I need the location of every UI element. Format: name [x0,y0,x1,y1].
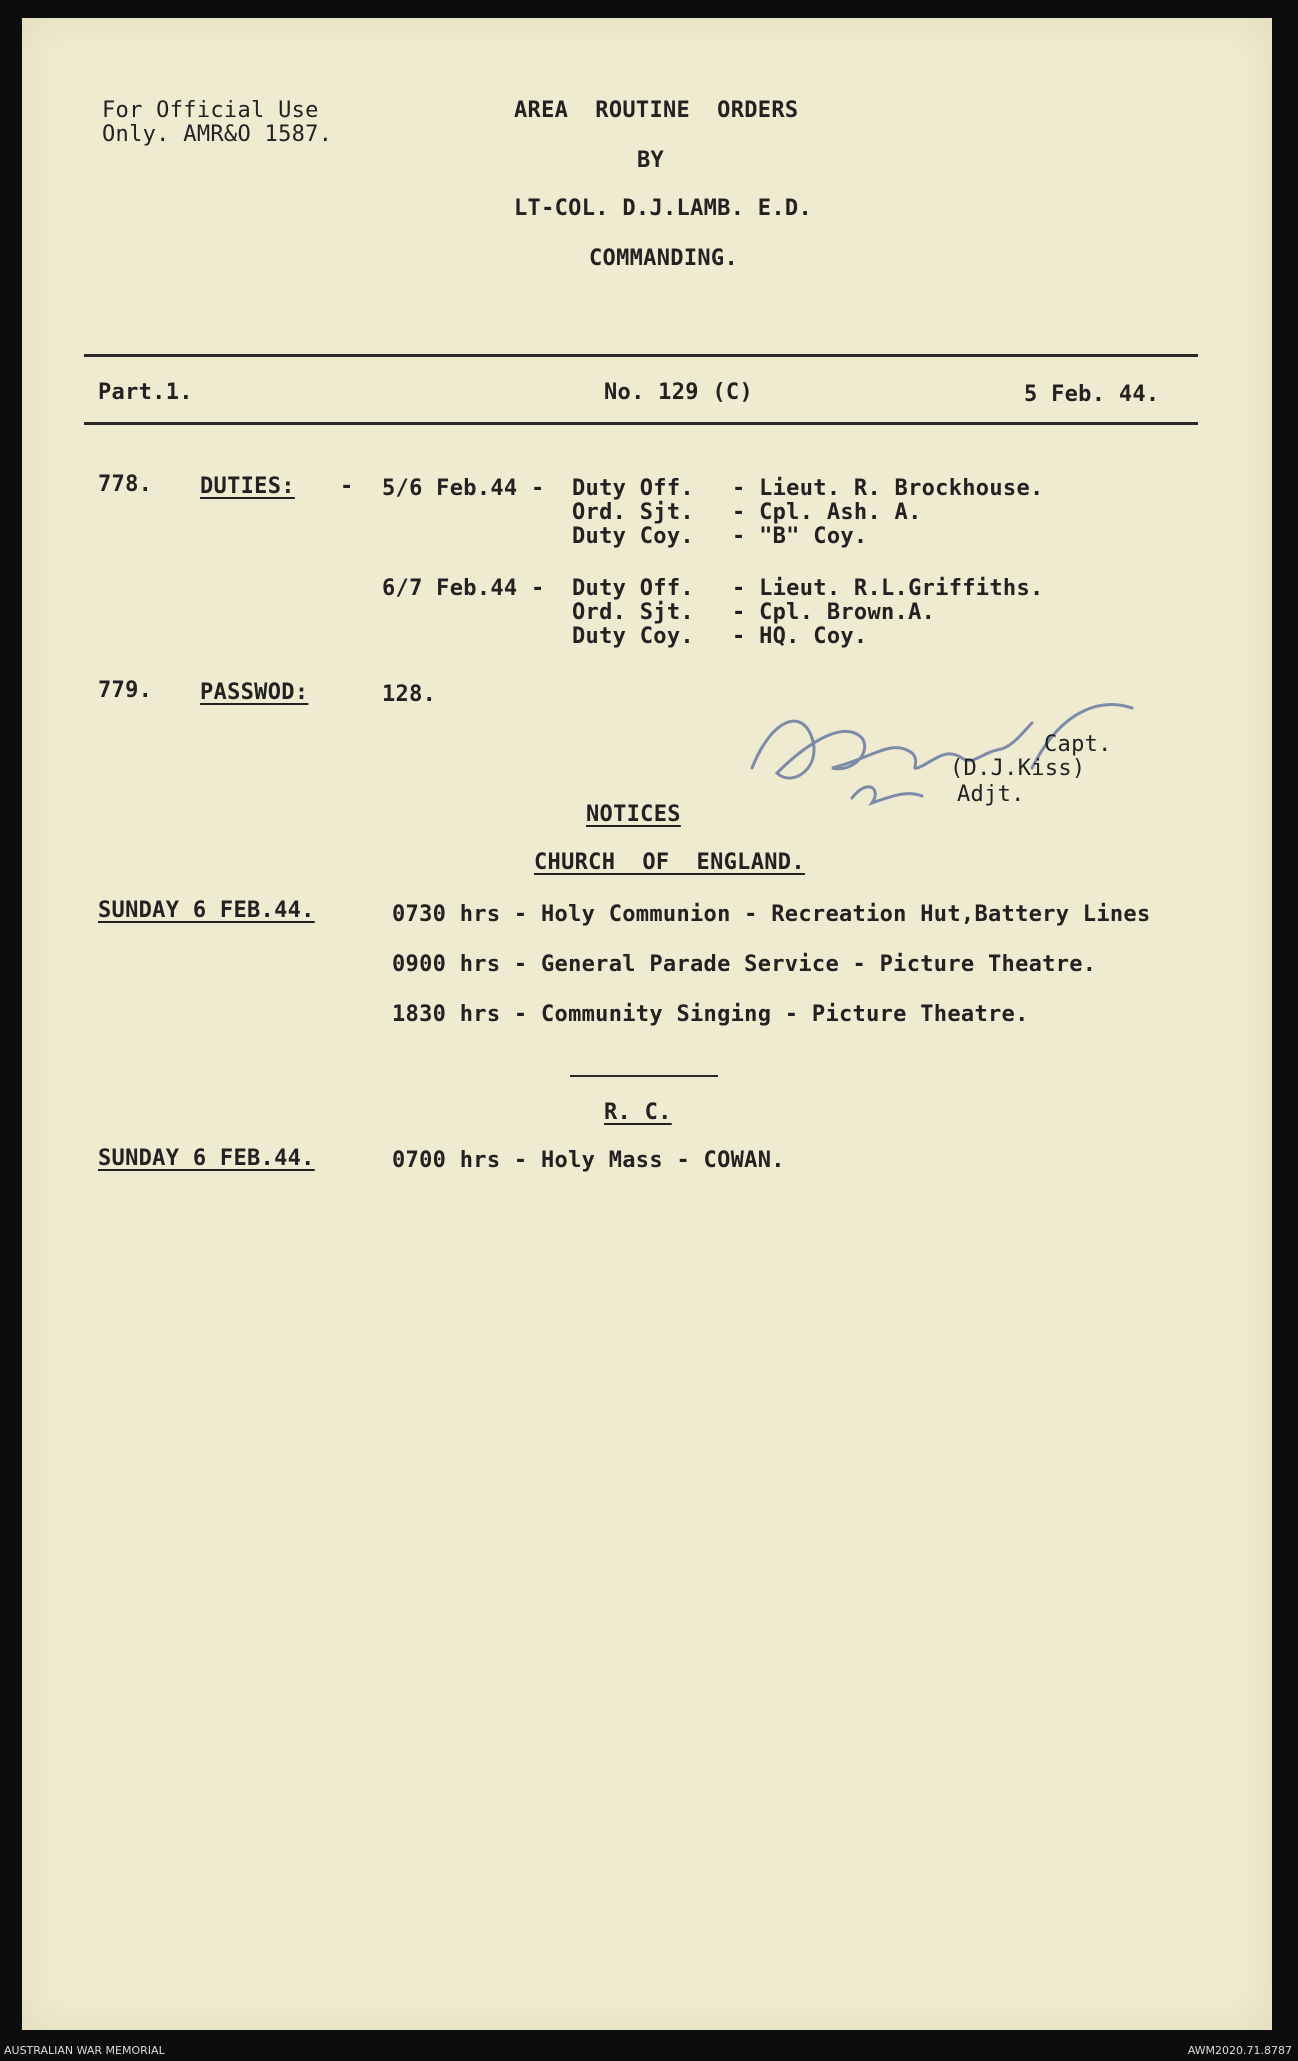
section-divider [570,1075,718,1077]
signature-rank: Capt. [1044,732,1112,757]
password-label: PASSWOD: [200,680,309,705]
coe-item: 1830 hrs - Community Singing - Picture Theatre. [392,1002,1029,1027]
order-number: No. 129 (C) [604,380,753,405]
password-number: 779. [98,678,153,703]
duty-person: - Cpl. Ash. A. [732,500,922,525]
duty-date: 6/7 Feb.44 - [382,576,545,601]
duty-role: Ord. Sjt. [572,600,694,625]
document-title: AREA ROUTINE ORDERS [514,98,799,123]
duty-person: - Cpl. Brown.A. [732,600,936,625]
top-rule [84,354,1198,357]
duty-date: 5/6 Feb.44 - [382,476,545,501]
duty-role: Duty Off. [572,476,694,501]
duty-role: Duty Coy. [572,624,694,649]
footer-catalog-id: AWM2020.71.8787 [1187,2044,1292,2057]
duties-label: DUTIES: [200,474,295,499]
duties-number: 778. [98,472,153,497]
official-use-line1: For Official Use [102,98,319,123]
notices-title: NOTICES [586,802,681,827]
duty-person: - Lieut. R.L.Griffiths. [732,576,1044,601]
rc-item: 0700 hrs - Holy Mass - COWAN. [392,1148,785,1173]
commander-name: LT-COL. D.J.LAMB. E.D. [514,196,812,221]
coe-item: 0730 hrs - Holy Communion - Recreation Hut,Battery Lines [392,902,1151,927]
order-date: 5 Feb. 44. [1024,382,1160,407]
official-use-line2: Only. AMR&O 1587. [102,122,333,147]
document-page [22,18,1272,2030]
rc-day: SUNDAY 6 FEB.44. [98,1146,315,1171]
footer-archive-name: AUSTRALIAN WAR MEMORIAL [4,2044,165,2057]
signature-name: (D.J.Kiss) [950,756,1086,781]
commanding-label: COMMANDING. [589,246,738,271]
duty-person: - "B" Coy. [732,524,868,549]
duty-person: - HQ. Coy. [732,624,868,649]
duty-role: Duty Coy. [572,524,694,549]
duty-person: - Lieut. R. Brockhouse. [732,476,1044,501]
signature-role: Adjt. [957,782,1025,807]
duty-role: Duty Off. [572,576,694,601]
coe-day: SUNDAY 6 FEB.44. [98,898,315,923]
password-value: 128. [382,682,437,707]
coe-title: CHURCH OF ENGLAND. [534,850,805,875]
title-by: BY [637,148,665,173]
part-label: Part.1. [98,380,193,405]
duty-role: Ord. Sjt. [572,500,694,525]
rc-title: R. C. [604,1100,672,1125]
coe-item: 0900 hrs - General Parade Service - Picture Theatre. [392,952,1097,977]
bottom-rule [84,422,1198,425]
duties-dash: - [340,474,354,499]
